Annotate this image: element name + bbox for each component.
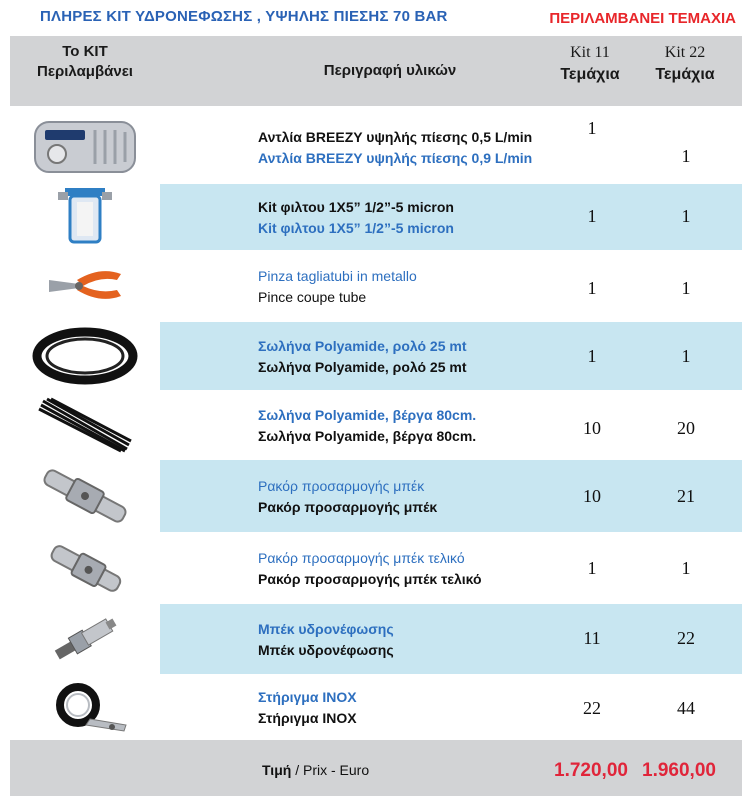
qty-kit22: 20: [677, 418, 695, 438]
qty-kit22: 22: [677, 628, 695, 648]
row-line2: Σωλήνα Polyamide, βέργα 80cm.: [258, 427, 477, 444]
row-description: [258, 184, 568, 250]
price-label-bold: Τιμή: [262, 762, 292, 778]
table-header: [10, 36, 742, 94]
header-description: Περιγραφή υλικών: [323, 62, 457, 79]
header-kit22-name: Kit 22: [664, 44, 706, 61]
row-line1: Σωλήνα Polyamide, ρολό 25 mt: [258, 337, 467, 354]
row-line2: Pince coupe tube: [258, 288, 367, 305]
tube-cutter-icon: [10, 250, 160, 322]
row-line1: Ρακόρ προσαρμογής μπέκ τελικό: [258, 549, 465, 566]
price-kit22: 1.960,00: [642, 760, 716, 781]
row-line2: Αντλία BREEZY υψηλής πίεσης 0,9 L/min: [258, 149, 533, 166]
row-line1: Ρακόρ προσαρμογής μπέκ: [258, 477, 425, 494]
pump-icon: [10, 106, 160, 184]
tube-roll-icon: [10, 322, 160, 390]
row-line1: Αντλία BREEZY υψηλής πίεσης 0,5 L/min: [258, 128, 533, 145]
qty-kit11: 1: [587, 346, 597, 366]
table-row: [10, 106, 742, 184]
table-row: [10, 322, 742, 390]
qty-kit22: 1: [681, 146, 691, 166]
header-kit11-unit: Τεμάχια: [560, 66, 620, 83]
qty-kit11: 22: [583, 698, 601, 718]
row-line1: Pinza tagliatubi in metallo: [258, 267, 417, 284]
filter-icon: [10, 184, 160, 250]
qty-kit11: 10: [583, 418, 601, 438]
qty-kit22: 1: [681, 558, 691, 578]
header-kit11-name: Kit 11: [570, 44, 610, 61]
qty-kit22: 1: [681, 206, 691, 226]
kit-table: [10, 36, 742, 796]
row-description: [258, 250, 568, 322]
price-label-rest: / Prix - Euro: [291, 762, 370, 778]
header-kit22: [650, 42, 720, 86]
table-row: [10, 604, 742, 674]
table-row: [10, 184, 742, 250]
row-line2: Μπέκ υδρονέφωσης: [258, 641, 394, 658]
row-description: [258, 674, 568, 740]
row-line1: Μπέκ υδρονέφωσης: [258, 620, 394, 637]
table-row: [10, 674, 742, 740]
header-kit-line2: Περιλαμβάνει: [37, 63, 133, 80]
table-row: [10, 532, 742, 604]
qty-kit11: 1: [587, 118, 597, 138]
price-label: [262, 762, 369, 778]
nozzle-adapter-icon: [10, 460, 160, 532]
header-kit-column: [10, 42, 160, 82]
mist-nozzle-icon: [10, 604, 160, 674]
qty-kit11: 10: [583, 486, 601, 506]
row-description: [258, 532, 568, 604]
row-line2: Στήριγμα INOX: [258, 709, 357, 726]
row-description: [258, 460, 568, 532]
header-kit11: [555, 42, 625, 86]
row-description: [258, 322, 568, 390]
row-description: [258, 106, 568, 184]
header-kit22-unit: Τεμάχια: [655, 66, 715, 83]
qty-kit22: 1: [681, 346, 691, 366]
qty-kit22: 44: [677, 698, 695, 718]
row-line2: Ρακόρ προσαρμογής μπέκ τελικό: [258, 570, 482, 587]
row-description: [258, 390, 568, 460]
table-row: [10, 390, 742, 460]
row-line2: Kit φιλτου 1X5” 1/2”-5 micron: [258, 219, 454, 236]
clamp-icon: [10, 674, 160, 740]
row-description: [258, 604, 568, 674]
qty-kit22: 1: [681, 278, 691, 298]
qty-kit22: 21: [677, 486, 695, 506]
qty-kit11: 1: [587, 558, 597, 578]
qty-kit11: 1: [587, 278, 597, 298]
row-line1: Kit φιλτου 1X5” 1/2”-5 micron: [258, 198, 454, 215]
price-footer: [10, 740, 742, 796]
header-kit-line1: Το KIT: [62, 43, 108, 60]
price-kit11: 1.720,00: [554, 760, 628, 781]
table-row: [10, 460, 742, 532]
qty-kit11: 11: [583, 628, 601, 648]
qty-kit11: 1: [587, 206, 597, 226]
page-title: ΠΛΗΡΕΣ ΚΙΤ ΥΔΡΟΝΕΦΩΣΗΣ , ΥΨΗΛΗΣ ΠΙΕΣΗΣ 70 BAR: [40, 8, 448, 25]
tube-rods-icon: [10, 390, 160, 460]
row-line2: Σωλήνα Polyamide, ρολό 25 mt: [258, 358, 467, 375]
row-line2: Ρακόρ προσαρμογής μπέκ: [258, 498, 438, 515]
end-adapter-icon: [10, 532, 160, 604]
row-line1: Στήριγμα INOX: [258, 688, 357, 705]
table-row: [10, 250, 742, 322]
page-subtitle: ΠΕΡΙΛΑΜΒΑΝΕΙ ΤΕΜΑΧΙΑ: [549, 10, 736, 27]
row-line1: Σωλήνα Polyamide, βέργα 80cm.: [258, 406, 477, 423]
